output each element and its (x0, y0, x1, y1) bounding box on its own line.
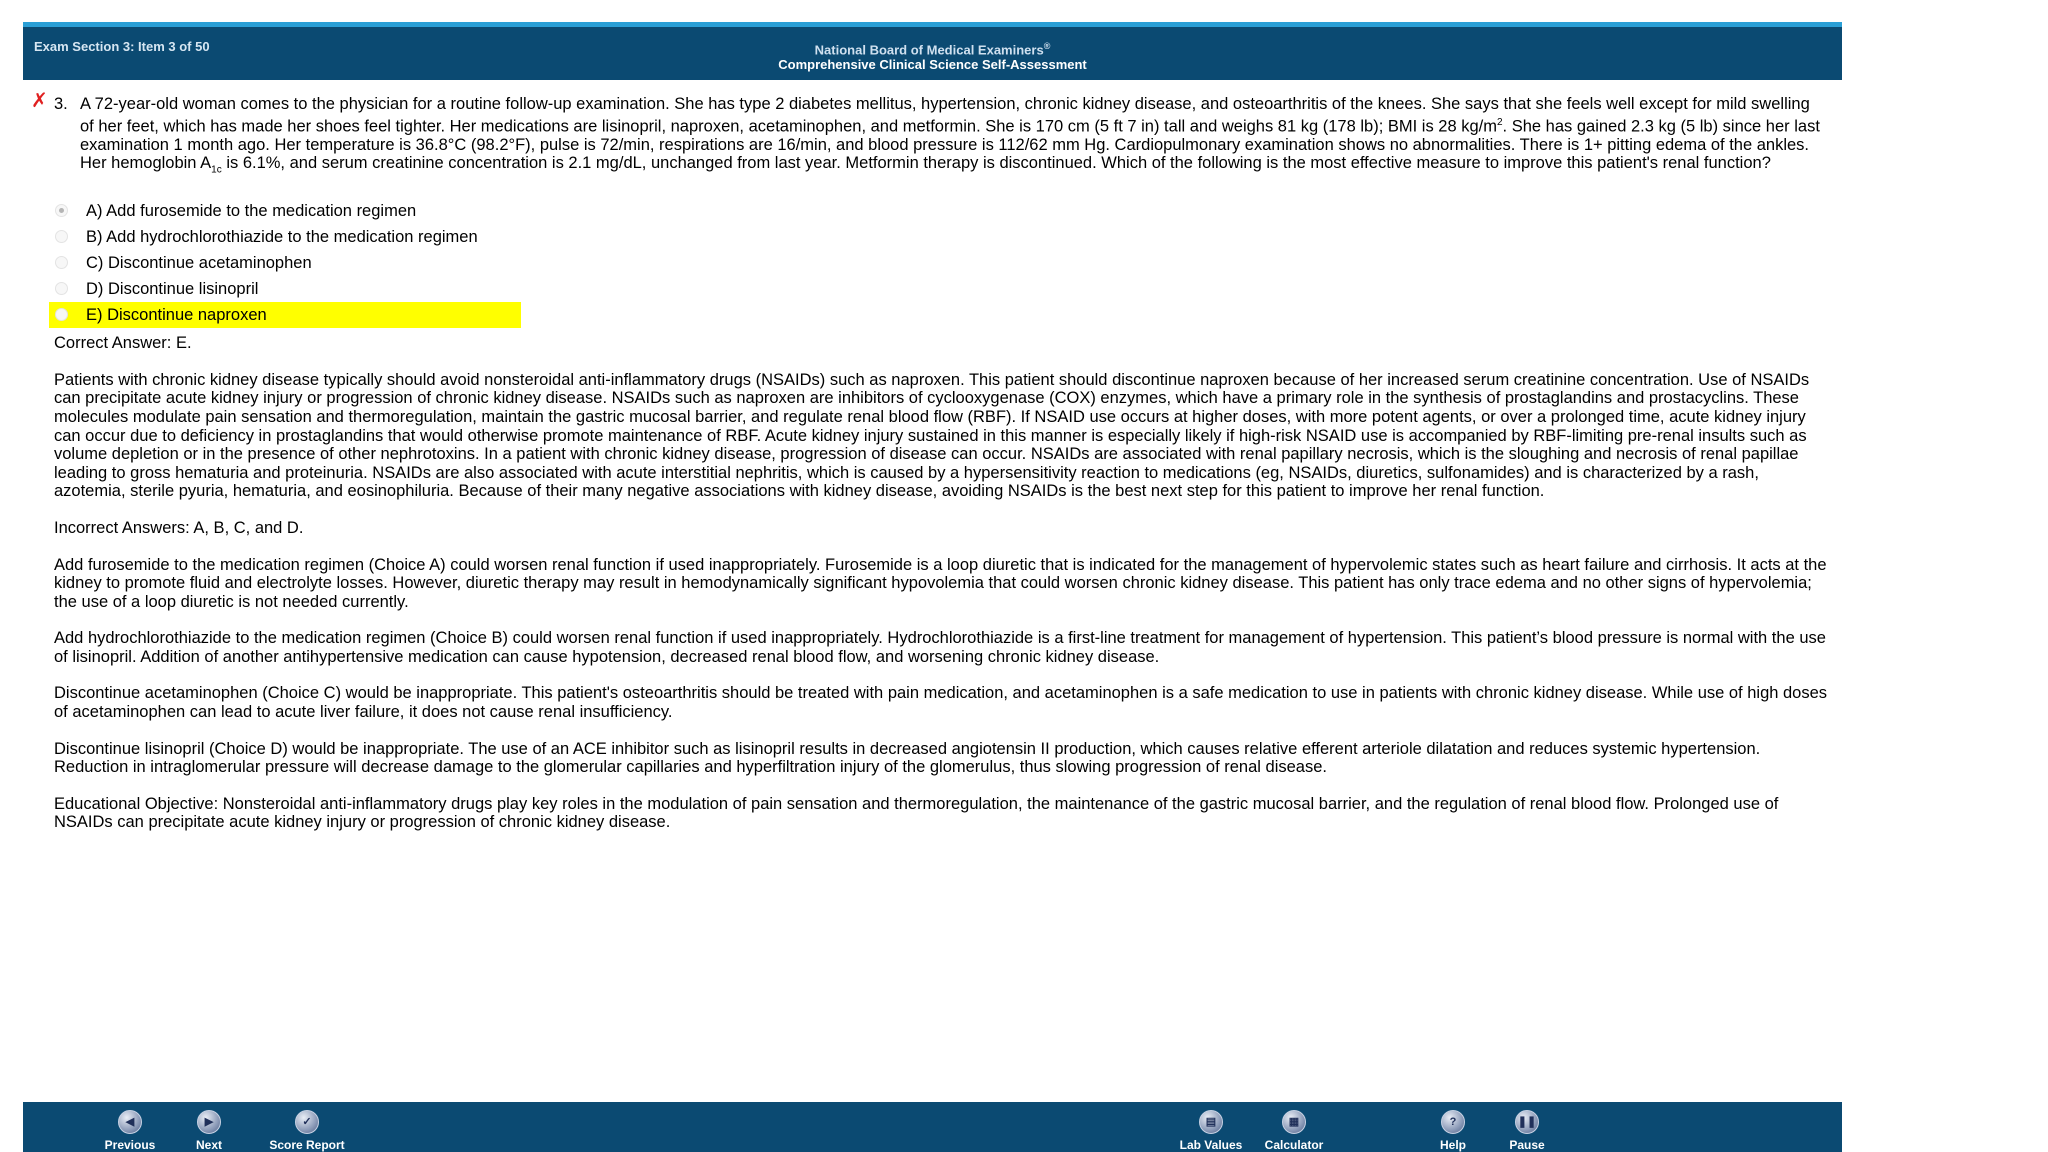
exam-title (23, 39, 1842, 72)
explanation-main: Patients with chronic kidney disease typically should avoid nonsteroidal anti-inflammatory drugs (NSAIDs) such as naproxen. This patient should discontinue naproxen because of her increased serum creatinine concentration. Use of NSAIDs can precipitate acute kidney injury or progression of chronic kidney disease. NSAIDs such as naproxen are inhibitors of cyclooxygenase (COX) enzymes, which have a primary role in the synthesis of prostaglandins and prostacyclins. These molecules modulate pain sensation and thermoregulation, maintain the gastric mucosal barrier, and regulate renal blood flow (RBF). If NSAID use occurs at higher doses, with more potent agents, or over a prolonged time, acute kidney injury can occur due to deficiency in prostaglandins that would otherwise promote maintenance of RBF. Acute kidney injury sustained in this manner is especially likely if high-risk NSAID use is accompanied by RBF-limiting pre-renal insults such as volume depletion or in the presence of other nephrotoxins. In a patient with chronic kidney disease, progression of disease can occur. NSAIDs are associated with renal papillary necrosis, which is the sloughing and necrosis of renal papillae leading to gross hematuria and proteinuria. NSAIDs are also associated with acute interstitial nephritis, which is caused by a hypersensitivity reaction to medications (eg, NSAIDs, diuretics, sulfonamides) and is characterized by a rash, azotemia, sterile pyuria, hematuria, and eosinophiluria. Because of their many negative associations with kidney disease, avoiding NSAIDs is the best next step for this patient to improve her renal function. (54, 370, 1810, 501)
calculator-button[interactable] (1254, 1110, 1334, 1152)
superscript-2: 2 (1496, 116, 1503, 128)
question-icon: ? (1441, 1110, 1465, 1134)
option-a[interactable] (54, 198, 1834, 224)
option-b-label: B) Add hydrochlorothiazide to the medication regimen (86, 228, 478, 247)
incorrect-answers: Incorrect Answers: A, B, C, and D. (54, 518, 304, 537)
help-label: Help (1439, 1138, 1466, 1152)
option-a-label: A) Add furosemide to the medication regimen (86, 202, 417, 221)
educational-objective: Educational Objective: Nonsteroidal anti-inflammatory drugs play key roles in the modulation of pain sensation and thermoregulation, the maintenance of the gastric mucosal barrier, and the regulation of renal blood flow. Prolonged use of NSAIDs can precipitate acute kidney injury or progression of chronic kidney disease. (54, 794, 1779, 832)
option-d[interactable] (54, 276, 1834, 302)
calculator-icon: ▦ (1282, 1110, 1306, 1134)
radio-e[interactable] (55, 308, 68, 321)
score-report-button[interactable] (267, 1110, 347, 1152)
exam-header (23, 22, 1842, 80)
stem-part3: is 6.1%, and serum creatinine concentration is 2.1 mg/dL, unchanged from last year. Metformin therapy is discontinued. Which of the following is the most effective measure to improve this patient's renal function? (221, 154, 1771, 173)
previous-button[interactable] (90, 1110, 170, 1152)
option-c-label: C) Discontinue acetaminophen (86, 254, 312, 273)
radio-a[interactable] (55, 204, 68, 217)
score-report-label: Score Report (269, 1138, 345, 1152)
red-x-flag-icon[interactable]: ✗ (31, 90, 48, 112)
next-button[interactable] (169, 1110, 249, 1152)
stem-part1: A 72-year-old woman comes to the physician for a routine follow-up examination. She has type 2 diabetes mellitus, hypertension, chronic kidney disease, and osteoarthritis of the knees. She says that she feels well except for mild swelling of her feet, which has made her shoes feel tighter. Her medications are lisinopril, naproxen, acetaminophen, and metformin. She is 170 cm (5 ft 7 in) tall and weighs 81 kg (178 lb); BMI is 28 kg/m (80, 95, 1810, 136)
stem-part2: . She has gained 2.3 kg (5 lb) since her last examination 1 month ago. Her temperature is 36.8°C (98.2°F), pulse is 72/min, respirations are 16/min, and blood pressure is 112/62 mm Hg. Cardiopulmonary examination shows no abnormalities. There is 1+ pitting edema of the ankles. Her hemoglobin A (80, 117, 1820, 173)
lab-values-button[interactable] (1171, 1110, 1251, 1152)
explanation-choice-b: Add hydrochlorothiazide to the medication regimen (Choice B) could worsen renal function if used inappropriately. Hydrochlorothiazide is a first-line treatment for management of hypertension. This patient’s blood pressure is normal with the use of lisinopril. Addition of another antihypertensive medication can cause hypotension, decreased renal blood flow, and worsening chronic kidney disease. (54, 629, 1826, 666)
previous-label: Previous (104, 1138, 156, 1152)
answer-options (54, 198, 1834, 328)
question-panel (54, 95, 1834, 832)
lab-icon: ▤ (1199, 1110, 1223, 1134)
option-c[interactable] (54, 250, 1834, 276)
lab-values-label: Lab Values (1179, 1138, 1243, 1152)
title-line2: Comprehensive Clinical Science Self-Assessment (778, 57, 1087, 73)
question-text (80, 95, 1821, 180)
question-stem (54, 95, 1834, 180)
right-arrow-icon: ▶ (197, 1110, 221, 1134)
checkmark-icon: ✓ (295, 1110, 319, 1134)
option-e-label: E) Discontinue naproxen (86, 306, 267, 325)
pause-button[interactable] (1487, 1110, 1567, 1152)
title-line1: National Board of Medical Examiners (814, 42, 1044, 58)
exam-footer (23, 1102, 1842, 1152)
radio-d[interactable] (55, 282, 68, 295)
explanation-choice-a: Add furosemide to the medication regimen (Choice A) could worsen renal function if used inappropriately. Furosemide is a loop diuretic that is indicated for the management of hypervolemic states such as heart failure and cirrhosis. It acts at the kidney to promote fluid and electrolyte losses. However, diuretic therapy may result in hemodynamically significant hypovolemia that could worsen chronic kidney disease. This patient has only trace edema and no other signs of hypervolemia; the use of a loop diuretic is not needed currently. (54, 555, 1827, 611)
radio-b[interactable] (55, 230, 68, 243)
option-b[interactable] (54, 224, 1834, 250)
explanation-choice-d: Discontinue lisinopril (Choice D) would be inappropriate. The use of an ACE inhibitor such as lisinopril results in decreased angiotensin II production, which causes relative efferent arteriole dilatation and reduces systemic hypertension. Reduction in intraglomerular pressure will decrease damage to the glomerular capillaries and hyperfiltration injury of the glomerulus, thus slowing progression of renal disease. (54, 739, 1761, 777)
pause-icon: ❚❚ (1515, 1110, 1539, 1134)
option-d-label: D) Discontinue lisinopril (86, 280, 259, 299)
subscript-1c: 1c (211, 164, 222, 176)
calculator-label: Calculator (1264, 1138, 1324, 1152)
radio-c[interactable] (55, 256, 68, 269)
registered-mark: ® (1043, 41, 1051, 51)
next-label: Next (195, 1138, 222, 1152)
help-button[interactable] (1413, 1110, 1493, 1152)
item-counter: Exam Section 3: Item 3 of 50 (34, 39, 210, 54)
left-arrow-icon: ◀ (118, 1110, 142, 1134)
explanation-choice-c: Discontinue acetaminophen (Choice C) would be inappropriate. This patient's osteoarthritis should be treated with pain medication, and acetaminophen is a safe medication to use in patients with chronic kidney disease. While use of high doses of acetaminophen can lead to acute liver failure, it does not cause renal insufficiency. (54, 684, 1828, 722)
question-number: 3. (54, 95, 68, 113)
pause-label: Pause (1509, 1138, 1545, 1152)
option-e[interactable] (49, 302, 521, 328)
correct-answer: Correct Answer: E. (54, 334, 192, 353)
